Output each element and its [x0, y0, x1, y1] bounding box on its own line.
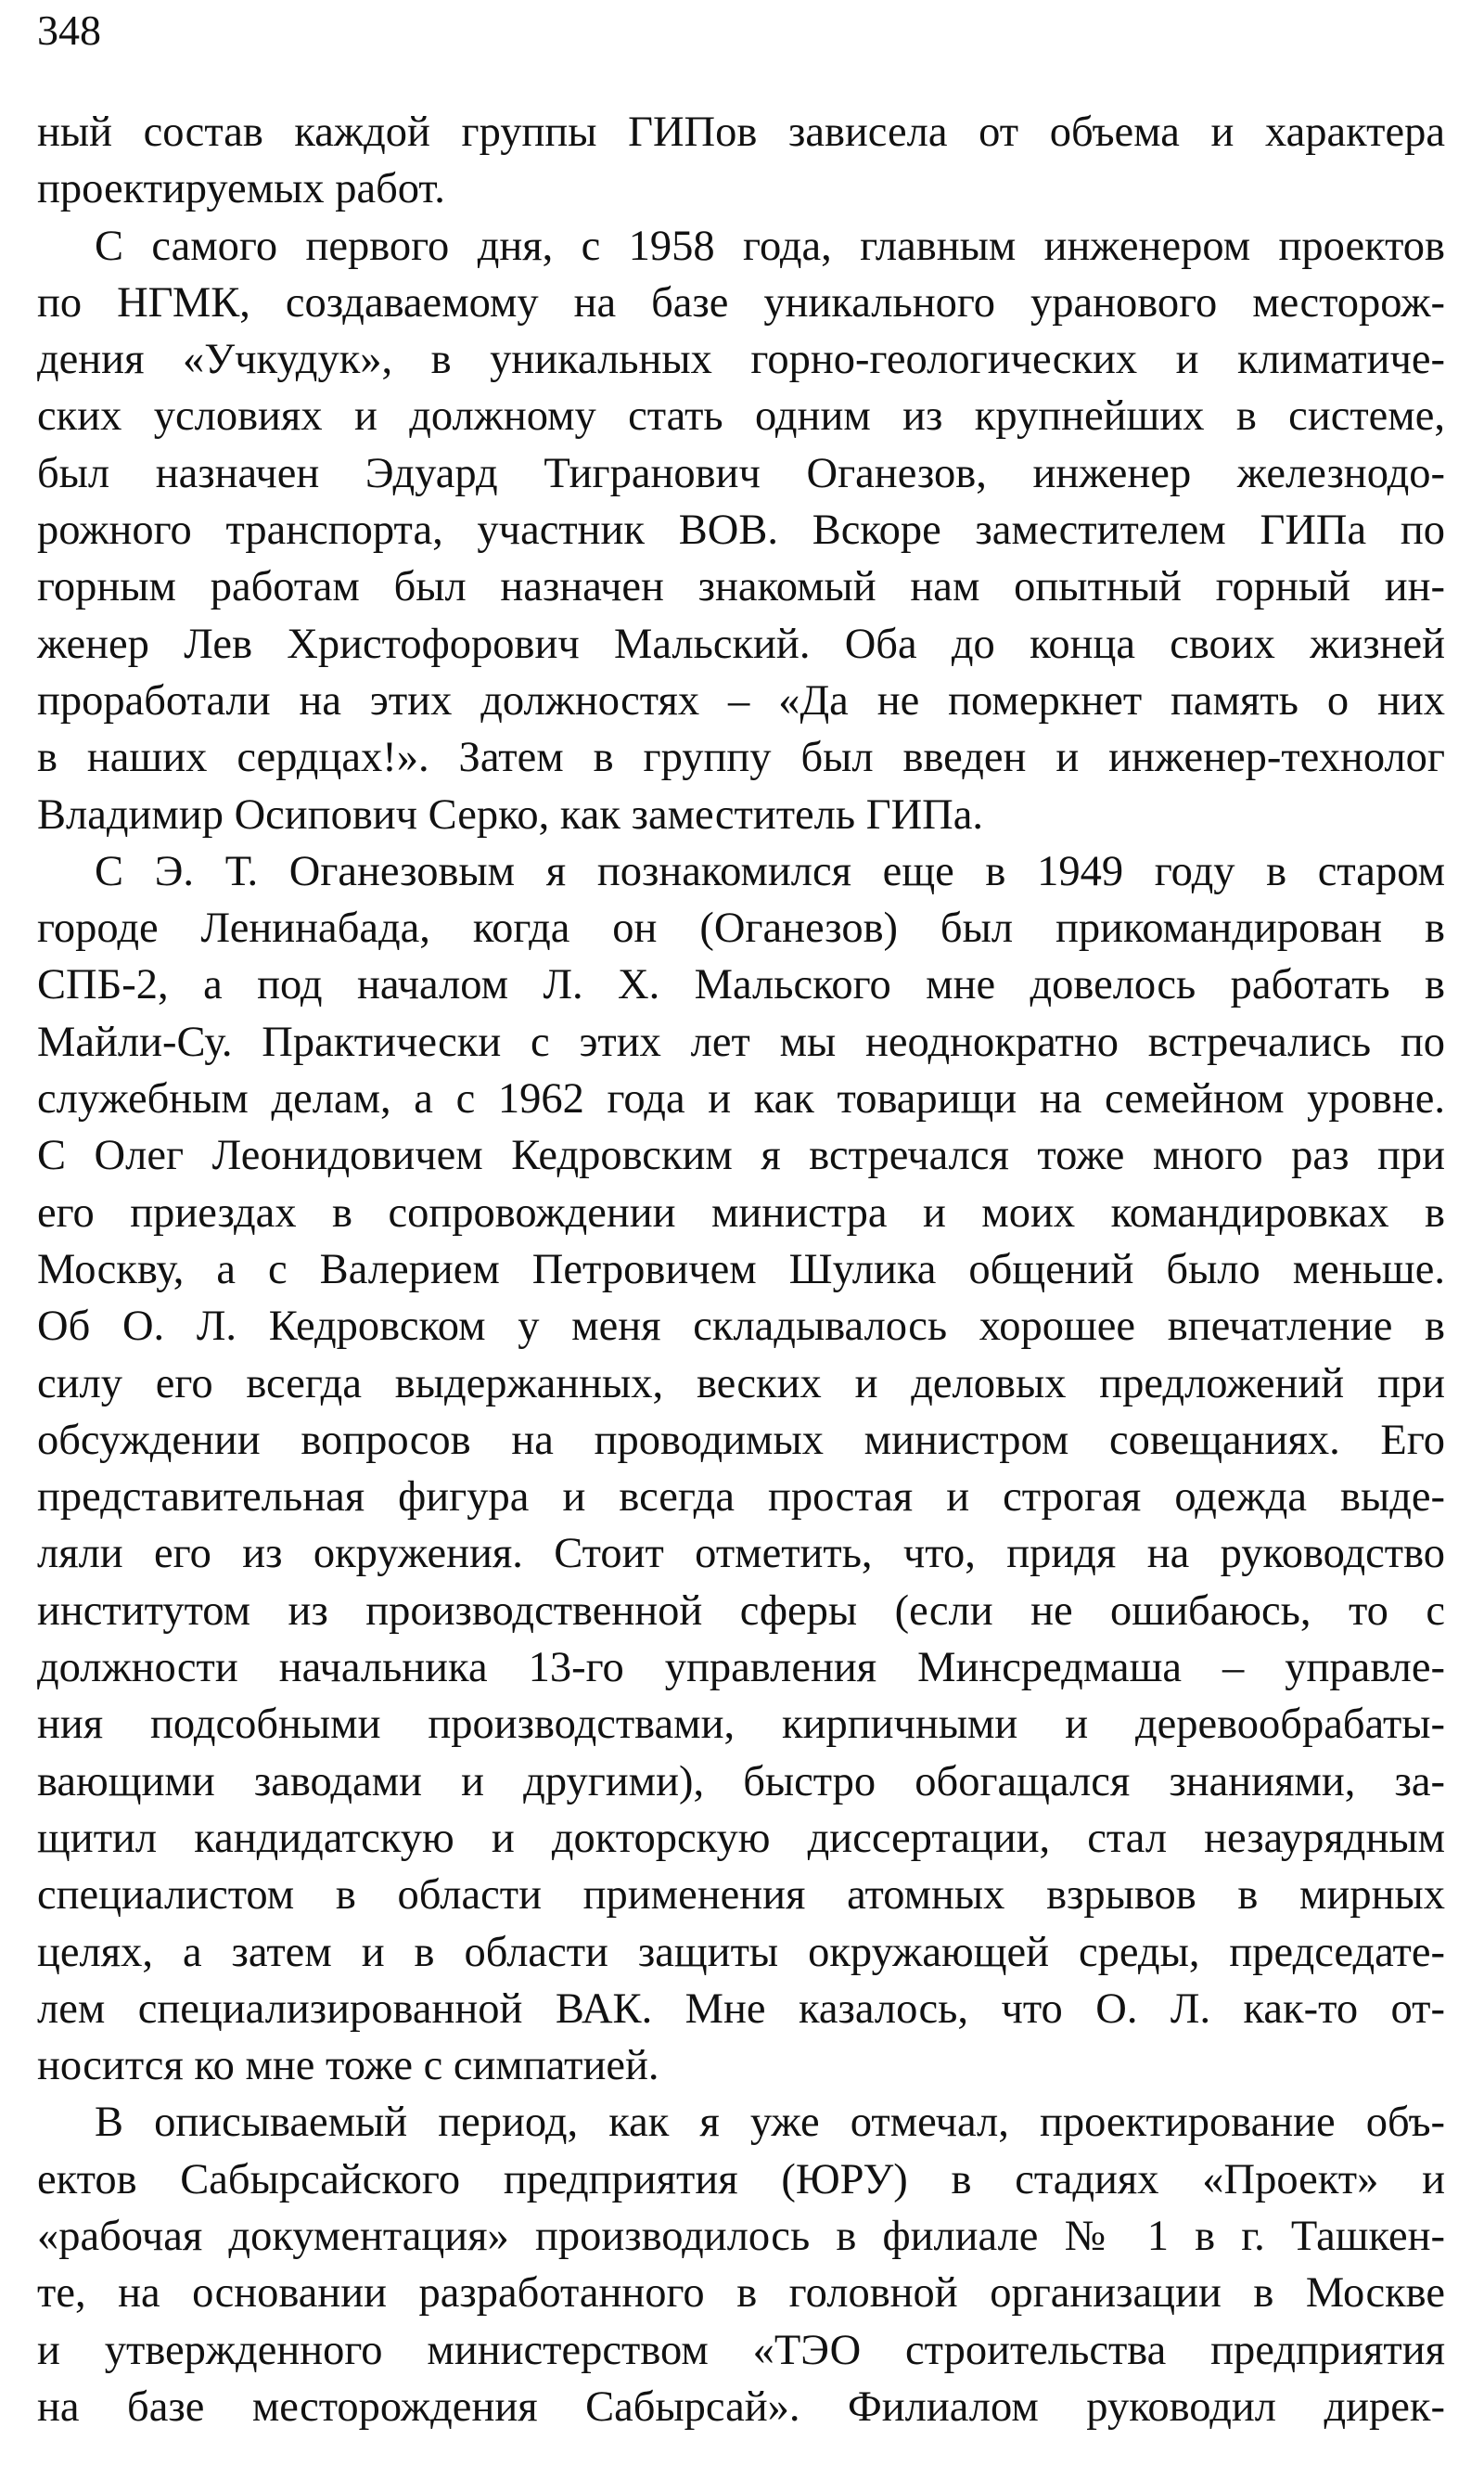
text-line: представительная фигура и всегда простая и строгая одежда выде-	[37, 1473, 1445, 1522]
text-line: вающими заводами и другими), быстро обогащался знаниями, за-	[37, 1757, 1445, 1805]
text-line: дения «Учкудук», в уникальных горно-геологических и климатиче-	[37, 336, 1445, 384]
text-line: горным работам был назначен знакомый нам опытный горный ин-	[37, 563, 1445, 611]
text-line: носится ко мне тоже с симпатией.	[37, 2042, 659, 2090]
text-line: специалистом в области применения атомных взрывов в мирных	[37, 1871, 1445, 1920]
text-line: проработали на этих должностях – «Да не померкнет память о них	[37, 676, 1445, 725]
text-line: ских условиях и должному стать одним из крупнейших в системе,	[37, 392, 1445, 441]
text-line: СПБ-2, а под началом Л. Х. Мальского мне довелось работать в	[37, 961, 1445, 1009]
text-line: в наших сердцах!». Затем в группу был введен и инженер-технолог	[37, 734, 1445, 782]
text-line: обсуждении вопросов на проводимых министром совещаниях. Его	[37, 1416, 1445, 1464]
text-line: служебным делам, а с 1962 года и как товарищи на семейном уровне.	[37, 1075, 1445, 1124]
text-line: щитил кандидатскую и докторскую диссертации, стал незаурядным	[37, 1814, 1445, 1862]
text-line: городе Ленинабада, когда он (Оганезов) был прикомандирован в	[37, 905, 1445, 953]
text-line: и утвержденного министерством «ТЭО строительства предприятия	[37, 2326, 1445, 2374]
text-line: ния подсобными производствами, кирпичными и деревообрабаты-	[37, 1701, 1445, 1749]
text-line: был назначен Эдуард Тигранович Оганезов, инженер железнодо-	[37, 449, 1445, 497]
text-line: проектируемых работ.	[37, 165, 445, 213]
text-line: институтом из производственной сферы (если не ошибаюсь, то с	[37, 1586, 1445, 1635]
text-line: его приездах в сопровождении министра и моих командировках в	[37, 1188, 1445, 1237]
page-number: 348	[37, 6, 101, 54]
text-line: ектов Сабырсайского предприятия (ЮРУ) в стадиях «Проект» и	[37, 2155, 1445, 2203]
text-line: ный состав каждой группы ГИПов зависела от объема и характера	[37, 109, 1445, 156]
text-line: С самого первого дня, с 1958 года, главным инженером проектов	[95, 222, 1445, 270]
text-line: Об О. Л. Кедровском у меня складывалось хорошее впечатление в	[37, 1303, 1445, 1351]
text-line: Майли-Су. Практически с этих лет мы неоднократно встречались по	[37, 1018, 1445, 1066]
text-line: С Олег Леонидовичем Кедровским я встречался тоже много раз при	[37, 1132, 1445, 1180]
text-line: на базе месторождения Сабырсай». Филиалом руководил дирек-	[37, 2383, 1445, 2431]
text-line: лем специализированной ВАК. Мне казалось, что О. Л. как-то от-	[37, 1984, 1445, 2033]
text-line: С Э. Т. Оганезовым я познакомился еще в 1949 году в старом	[95, 847, 1445, 895]
text-line: Москву, а с Валерием Петровичем Шулика общений было меньше.	[37, 1245, 1445, 1293]
text-line: по НГМК, создаваемому на базе уникального уранового месторож-	[37, 278, 1445, 327]
text-line: женер Лев Христофорович Мальский. Оба до конца своих жизней	[37, 620, 1445, 668]
text-line: В описываемый период, как я уже отмечал, проектирование объ-	[95, 2099, 1445, 2147]
text-line: ляли его из окружения. Стоит отметить, что, придя на руководство	[37, 1530, 1445, 1578]
text-line: «рабочая документация» производилось в филиале № 1 в г. Ташкен-	[37, 2212, 1445, 2260]
text-line: рожного транспорта, участник ВОВ. Вскоре заместителем ГИПа по	[37, 507, 1445, 555]
body-text	[37, 104, 1445, 2435]
text-line: силу его всегда выдержанных, веских и деловых предложений при	[37, 1359, 1445, 1407]
text-line: должности начальника 13-го управления Минсредмаша – управле-	[37, 1644, 1445, 1692]
text-line: целях, а затем и в области защиты окружающей среды, председате-	[37, 1928, 1445, 1976]
text-line: те, на основании разработанного в головной организации в Москве	[37, 2269, 1445, 2318]
text-line: Владимир Осипович Серко, как заместитель ГИПа.	[37, 790, 984, 839]
